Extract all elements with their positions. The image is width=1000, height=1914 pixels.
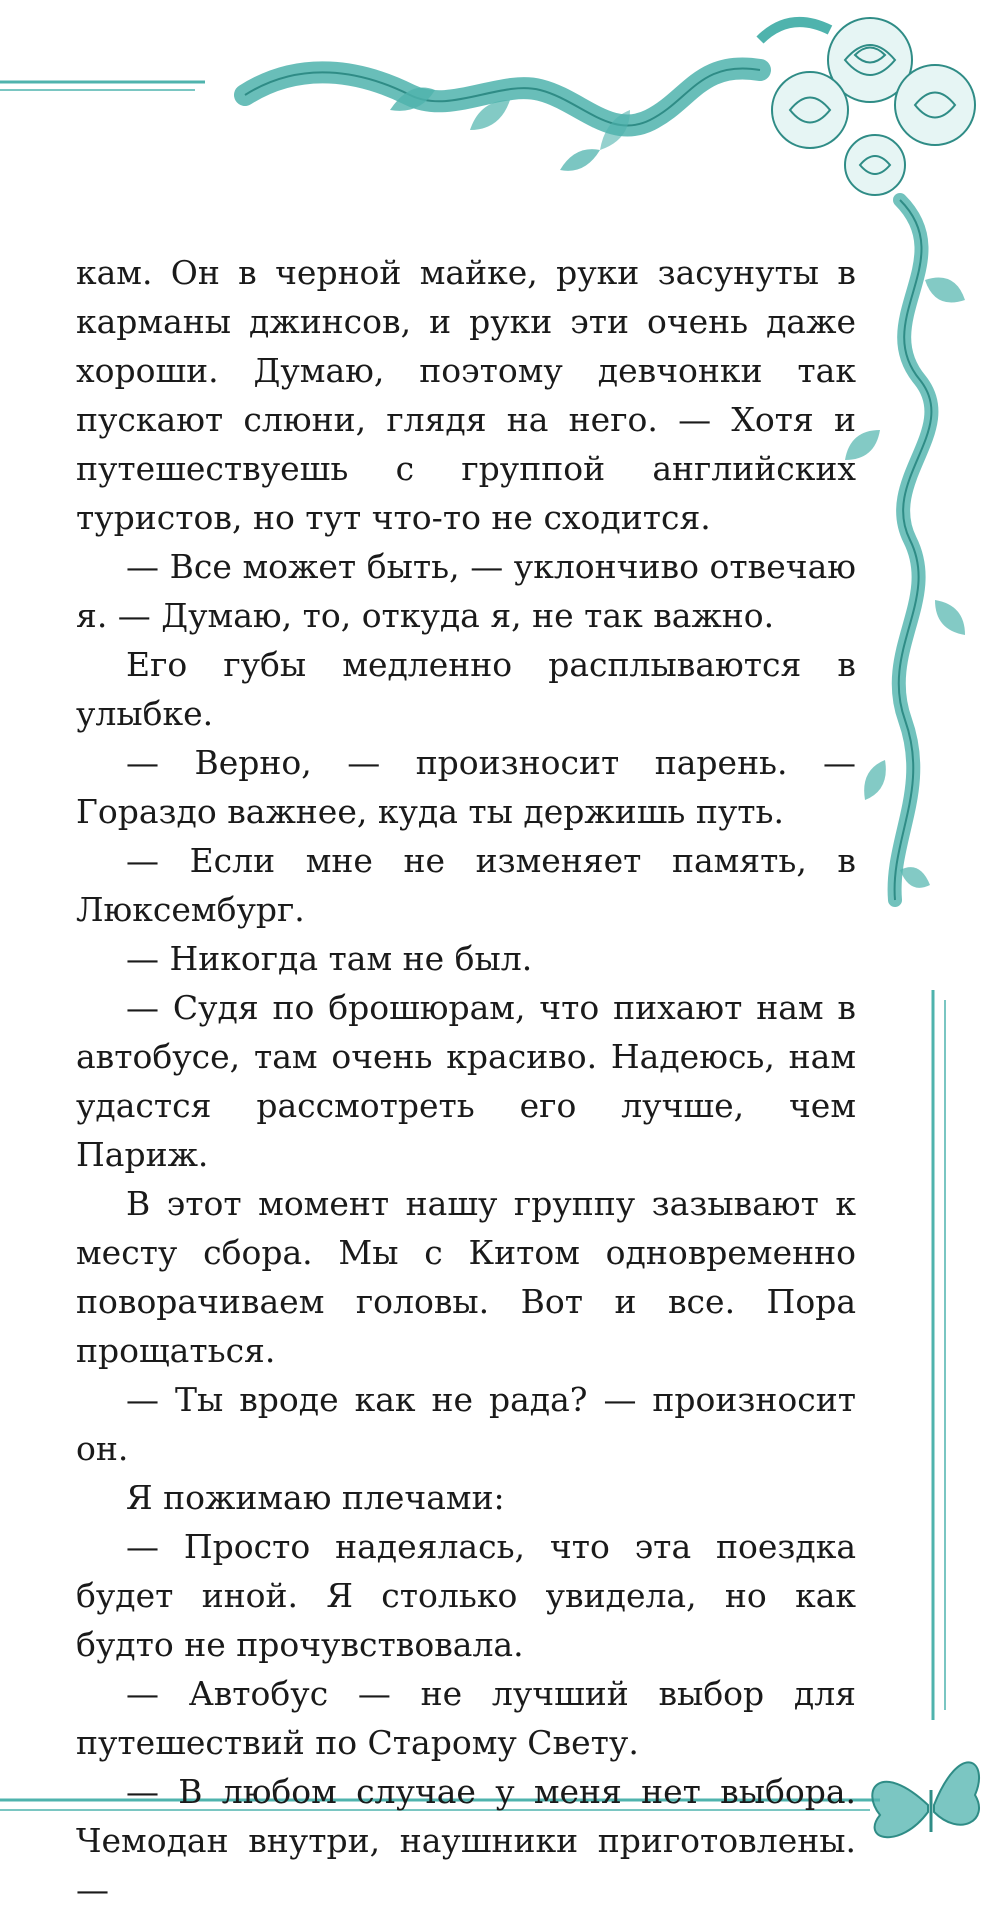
paragraph: Его губы медленно расплываются в улыбке. [76, 645, 856, 733]
butterfly-icon [872, 1762, 979, 1837]
vine-ornament [845, 200, 965, 900]
paragraph: — Судя по брошюрам, что пихают нам в автобусе, там очень красиво. Надеюсь, нам удастся рассмотреть его лучше, чем Париж. [76, 988, 856, 1174]
top-rule [0, 82, 205, 90]
body-text [76, 248, 856, 1914]
ribbon-ornament [245, 68, 760, 170]
paragraph: кам. Он в черной майке, руки засунуты в карманы джинсов, и руки эти очень даже хороши. Думаю, поэтому девчонки так пускают слюни, глядя на него. — Хотя и путешествуешь с группой английских туристов, но тут что-то не сходится. [76, 253, 856, 537]
rose-cluster-icon [760, 18, 975, 195]
paragraph: Я пожимаю плечами: [126, 1478, 505, 1517]
paragraph: — В любом случае у меня нет выбора. Чемодан внутри, наушники приготовлены. — [76, 1772, 856, 1909]
paragraph: — Автобус — не лучший выбор для путешествий по Старому Свету. [76, 1674, 856, 1762]
paragraph: — Если мне не изменяет память, в Люксембург. [76, 841, 856, 929]
paragraph: В этот момент нашу группу зазывают к месту сбора. Мы с Китом одновременно поворачиваем головы. Вот и все. Пора прощаться. [76, 1184, 856, 1370]
paragraph: — Верно, — произносит парень. — Гораздо важнее, куда ты держишь путь. [76, 743, 856, 831]
right-rule [933, 990, 945, 1720]
paragraph: — Ты вроде как не рада? — произносит он. [76, 1380, 856, 1468]
paragraph: — Все может быть, — уклончиво отвечаю я. — Думаю, то, откуда я, не так важно. [76, 547, 856, 635]
paragraph: — Никогда там не был. [126, 939, 533, 978]
paragraph: — Просто надеялась, что эта поездка будет иной. Я столько увидела, но как будто не прочувствовала. [76, 1527, 856, 1664]
